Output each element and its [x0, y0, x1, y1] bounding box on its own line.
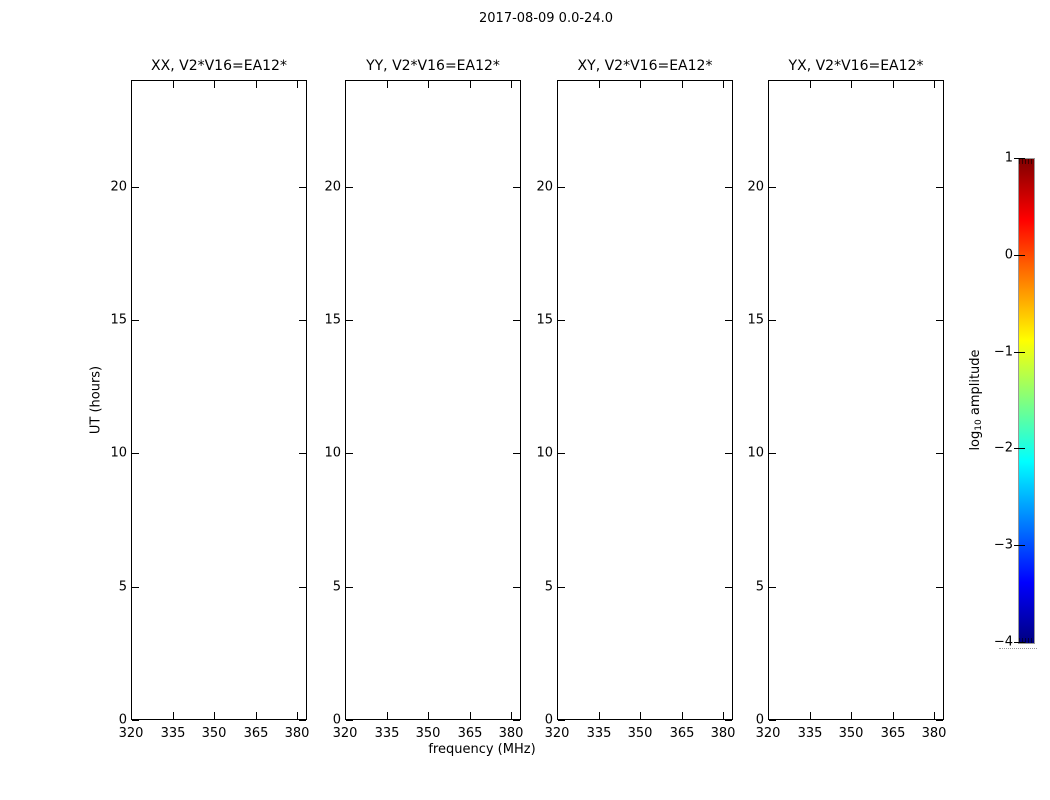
y-tick-mark-left	[769, 587, 776, 588]
y-tick-label: 10	[747, 445, 764, 461]
y-tick-label: 20	[110, 179, 127, 195]
x-tick-mark-bottom	[470, 712, 471, 719]
x-tick-mark-top	[345, 81, 346, 88]
y-tick-mark-right	[936, 587, 943, 588]
y-tick-mark-left	[346, 453, 353, 454]
y-tick-mark-left	[558, 320, 565, 321]
y-tick-mark-right	[725, 453, 732, 454]
x-axis-label: frequency (MHz)	[428, 742, 536, 757]
panel-title: YX, V2*V16=EA12*	[788, 58, 924, 74]
x-tick-label: 335	[160, 726, 186, 741]
y-tick-label: 5	[755, 579, 764, 595]
x-tick-label: 380	[710, 726, 736, 741]
plot-panel	[131, 80, 307, 720]
y-tick-label: 10	[110, 445, 127, 461]
colorbar-tick-mark	[1014, 352, 1025, 353]
plot-panel	[345, 80, 521, 720]
y-tick-mark-left	[558, 587, 565, 588]
y-tick-mark-left	[132, 453, 139, 454]
y-tick-mark-left	[132, 587, 139, 588]
x-tick-mark-bottom	[934, 712, 935, 719]
y-tick-mark-left	[769, 453, 776, 454]
x-tick-mark-bottom	[893, 712, 894, 719]
y-tick-mark-right	[299, 587, 306, 588]
y-tick-mark-right	[299, 720, 306, 721]
y-tick-label: 10	[536, 445, 553, 461]
x-tick-mark-top	[131, 81, 132, 88]
y-tick-mark-right	[513, 720, 520, 721]
x-tick-label: 380	[498, 726, 524, 741]
x-tick-mark-top	[851, 81, 852, 88]
x-tick-label: 350	[627, 726, 653, 741]
y-tick-mark-right	[513, 187, 520, 188]
y-tick-label: 15	[747, 312, 764, 328]
x-tick-mark-top	[214, 81, 215, 88]
x-tick-mark-bottom	[599, 712, 600, 719]
x-tick-mark-top	[893, 81, 894, 88]
colorbar-tick-mark	[1014, 255, 1025, 256]
y-tick-mark-right	[513, 587, 520, 588]
x-tick-mark-bottom	[768, 712, 769, 719]
colorbar-comb-top	[1019, 159, 1034, 164]
x-tick-label: 350	[201, 726, 227, 741]
x-tick-label: 335	[586, 726, 612, 741]
x-tick-mark-top	[723, 81, 724, 88]
colorbar-tick-mark	[1014, 642, 1025, 643]
figure-title: 2017-08-09 0.0-24.0	[479, 11, 613, 26]
x-tick-mark-top	[256, 81, 257, 88]
x-tick-mark-top	[428, 81, 429, 88]
x-tick-mark-bottom	[640, 712, 641, 719]
x-tick-mark-bottom	[723, 712, 724, 719]
panel-title: XX, V2*V16=EA12*	[151, 58, 287, 74]
y-tick-label: 0	[544, 712, 553, 728]
x-tick-mark-top	[387, 81, 388, 88]
y-tick-mark-right	[936, 320, 943, 321]
x-tick-label: 380	[284, 726, 310, 741]
x-tick-mark-top	[682, 81, 683, 88]
x-tick-mark-bottom	[428, 712, 429, 719]
x-tick-mark-bottom	[297, 712, 298, 719]
y-tick-label: 5	[544, 579, 553, 595]
y-tick-mark-left	[558, 187, 565, 188]
x-tick-mark-top	[768, 81, 769, 88]
x-tick-label: 350	[415, 726, 441, 741]
x-tick-label: 335	[797, 726, 823, 741]
x-tick-mark-top	[297, 81, 298, 88]
y-tick-mark-right	[299, 187, 306, 188]
y-tick-mark-right	[725, 187, 732, 188]
y-tick-mark-right	[725, 720, 732, 721]
x-tick-label: 320	[544, 726, 570, 741]
y-tick-label: 0	[332, 712, 341, 728]
x-tick-mark-bottom	[256, 712, 257, 719]
colorbar-tick-label: −3	[993, 537, 1013, 553]
x-tick-mark-bottom	[682, 712, 683, 719]
colorbar-tick-mark	[1014, 448, 1025, 449]
y-tick-mark-right	[936, 720, 943, 721]
panel-title: YY, V2*V16=EA12*	[366, 58, 500, 74]
colorbar-label	[968, 349, 984, 450]
colorbar-label-rest: amplitude	[968, 349, 983, 420]
plot-panel	[557, 80, 733, 720]
y-tick-label: 20	[536, 179, 553, 195]
y-tick-mark-left	[769, 187, 776, 188]
colorbar-label-subscript: 10	[974, 419, 984, 431]
y-tick-mark-left	[346, 320, 353, 321]
panel-title: XY, V2*V16=EA12*	[577, 58, 713, 74]
y-tick-mark-left	[558, 720, 565, 721]
x-tick-mark-bottom	[387, 712, 388, 719]
x-tick-mark-top	[934, 81, 935, 88]
x-tick-mark-bottom	[511, 712, 512, 719]
y-tick-mark-left	[132, 187, 139, 188]
colorbar-tick-mark	[1014, 158, 1025, 159]
colorbar-tick-label: 0	[1004, 247, 1013, 263]
y-tick-label: 20	[747, 179, 764, 195]
x-tick-mark-bottom	[173, 712, 174, 719]
x-tick-mark-bottom	[131, 712, 132, 719]
y-tick-label: 15	[110, 312, 127, 328]
y-tick-mark-right	[299, 320, 306, 321]
x-tick-label: 320	[755, 726, 781, 741]
y-tick-mark-left	[346, 587, 353, 588]
y-tick-mark-left	[558, 453, 565, 454]
y-tick-mark-right	[725, 587, 732, 588]
x-tick-label: 350	[838, 726, 864, 741]
x-tick-mark-bottom	[851, 712, 852, 719]
x-tick-label: 365	[243, 726, 269, 741]
y-tick-mark-left	[769, 720, 776, 721]
x-tick-mark-top	[173, 81, 174, 88]
y-tick-mark-right	[513, 453, 520, 454]
y-tick-mark-left	[132, 320, 139, 321]
plot-panel	[768, 80, 944, 720]
y-tick-label: 5	[332, 579, 341, 595]
colorbar-tick-label: −2	[993, 440, 1013, 456]
y-tick-label: 0	[118, 712, 127, 728]
y-tick-label: 15	[324, 312, 341, 328]
x-tick-label: 380	[921, 726, 947, 741]
colorbar-tick-label: 1	[1004, 150, 1013, 166]
x-tick-label: 320	[118, 726, 144, 741]
x-tick-mark-bottom	[557, 712, 558, 719]
x-tick-mark-top	[640, 81, 641, 88]
y-tick-label: 20	[324, 179, 341, 195]
y-tick-mark-right	[936, 453, 943, 454]
x-tick-mark-top	[599, 81, 600, 88]
x-tick-mark-bottom	[214, 712, 215, 719]
x-tick-mark-top	[470, 81, 471, 88]
y-tick-mark-right	[299, 453, 306, 454]
y-tick-mark-left	[346, 720, 353, 721]
y-tick-mark-left	[132, 720, 139, 721]
x-tick-label: 365	[457, 726, 483, 741]
x-tick-label: 335	[374, 726, 400, 741]
y-tick-mark-right	[936, 187, 943, 188]
colorbar-tick-label: −4	[993, 634, 1013, 650]
x-tick-label: 320	[332, 726, 358, 741]
y-axis-label: UT (hours)	[88, 365, 104, 435]
x-tick-mark-top	[511, 81, 512, 88]
y-tick-mark-left	[769, 320, 776, 321]
colorbar	[1018, 158, 1035, 644]
y-tick-label: 0	[755, 712, 764, 728]
y-tick-mark-right	[513, 320, 520, 321]
x-tick-label: 365	[669, 726, 695, 741]
y-tick-label: 15	[536, 312, 553, 328]
y-tick-mark-right	[725, 320, 732, 321]
x-tick-mark-top	[810, 81, 811, 88]
colorbar-tick-mark	[1014, 545, 1025, 546]
x-tick-mark-bottom	[810, 712, 811, 719]
y-tick-label: 10	[324, 445, 341, 461]
x-tick-mark-top	[557, 81, 558, 88]
colorbar-label-base: log	[968, 430, 983, 451]
x-tick-mark-bottom	[345, 712, 346, 719]
y-tick-label: 5	[118, 579, 127, 595]
x-tick-label: 365	[880, 726, 906, 741]
colorbar-tick-label: −1	[993, 344, 1013, 360]
y-tick-mark-left	[346, 187, 353, 188]
